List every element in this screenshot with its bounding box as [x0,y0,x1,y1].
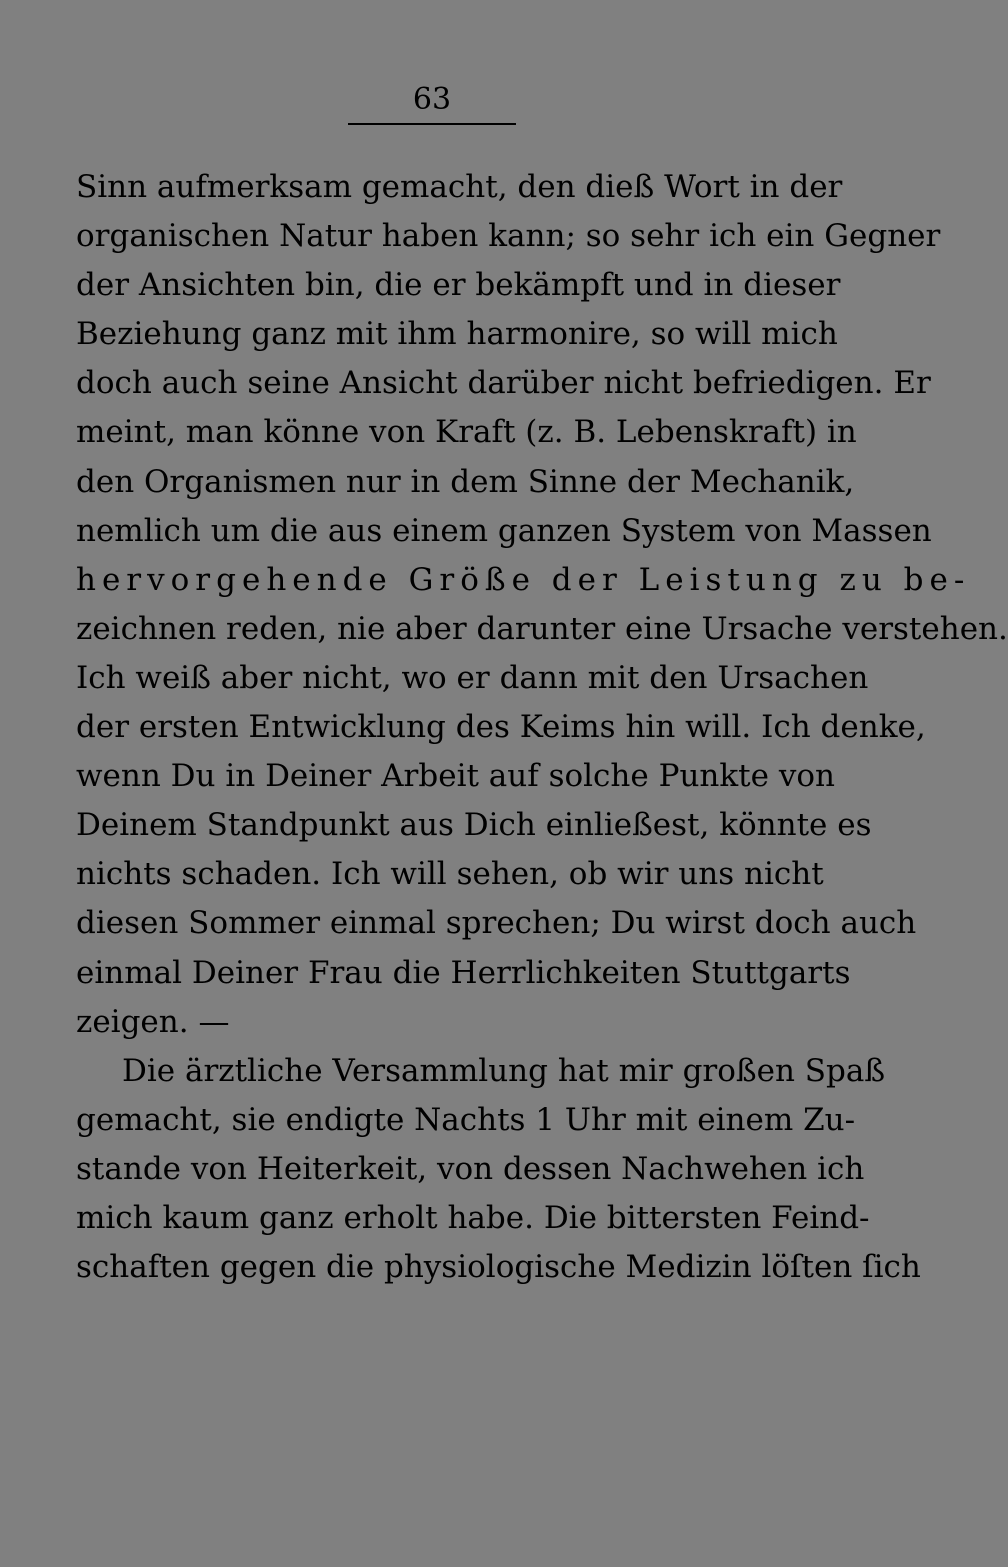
text-line: der Ansichten bin, die er bekämpft und in dieser [76,267,841,304]
page-number: 63 [412,82,452,117]
header-rule [348,123,516,125]
text-line: mich kaum ganz erholt habe. Die bittersten Feind- [76,1199,870,1236]
text-line: Beziehung ganz mit ihm harmonire, so will mich [76,316,838,353]
body-text [76,163,1008,1292]
text-line: gemacht, sie endigte Nachts 1 Uhr mit einem Zu- [76,1101,856,1138]
text-line: doch auch seine Ansicht darüber nicht befriedigen. Er [76,365,931,402]
text-line: zeichnen reden, nie aber darunter eine Ursache verstehen. [76,610,1008,647]
text-line: diesen Sommer einmal sprechen; Du wirst doch auch [76,905,917,942]
text-line: nemlich um die aus einem ganzen System von Massen [76,512,932,549]
text-line: der ersten Entwicklung des Keims hin will. Ich denke, [76,709,926,746]
text-line: nichts schaden. Ich will sehen, ob wir uns nicht [76,856,824,893]
text-line: stande von Heiterkeit, von dessen Nachwehen ich [76,1150,865,1187]
text-line: zeigen. — [76,1003,230,1040]
text-line: Sinn aufmerksam gemacht, den dieß Wort in der [76,169,843,205]
text-line: Deinem Standpunkt aus Dich einließest, könnte es [76,807,872,844]
text-line: schaften gegen die physiologische Medizin löſten ſich [76,1249,921,1286]
text-line: hervorgehende Größe der Leistung zu be- [76,561,971,598]
text-line: Die ärztliche Versammlung hat mir großen Spaß [122,1052,886,1089]
text-line: den Organismen nur in dem Sinne der Mechanik, [76,463,855,500]
text-line: meint, man könne von Kraft (z. B. Lebenskraft) in [76,414,857,451]
text-line: organischen Natur haben kann; so sehr ich ein Gegner [76,218,941,255]
text-line: wenn Du in Deiner Arbeit auf solche Punkte von [76,758,835,795]
text-line: Ich weiß aber nicht, wo er dann mit den Ursachen [76,659,869,696]
text-line: einmal Deiner Frau die Herrlichkeiten Stuttgarts [76,954,851,991]
